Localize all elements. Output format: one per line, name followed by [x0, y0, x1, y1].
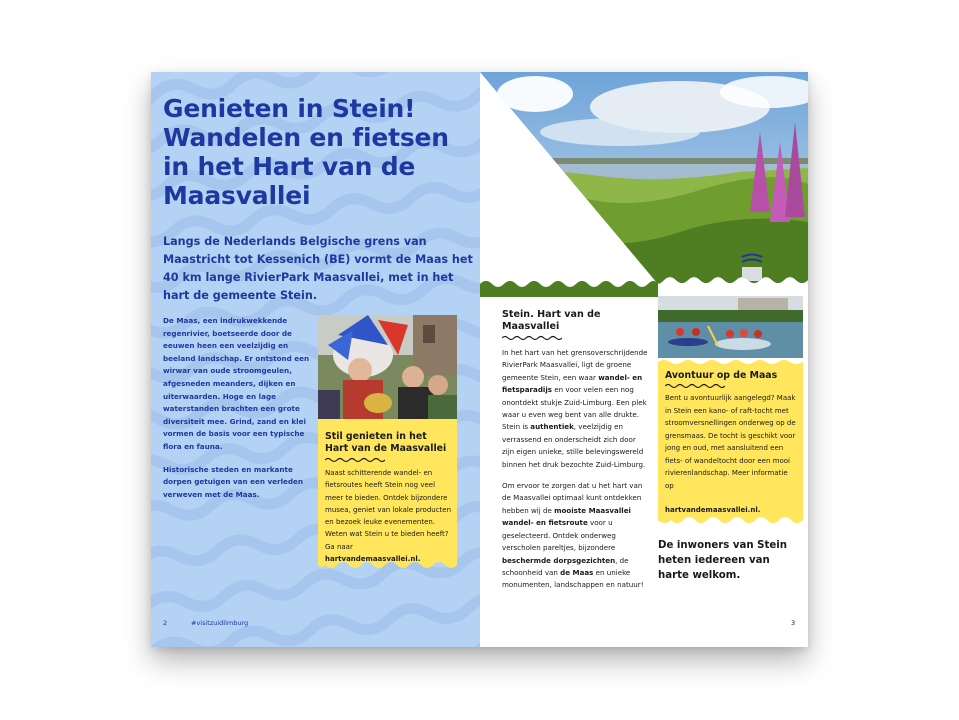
- box-text: Naast schitterende wandel- en fietsroutes heeft Stein nog veel meer te bieden. Ontdek bijzondere musea, geniet van lokale producten en bezoek leuke evenementen. Weten wat Stein u te bieden heeft? Ga naar: [325, 469, 452, 551]
- brochure-spread: [151, 72, 808, 647]
- box-text: Bent u avontuurlijk aangelegd? Maak in Stein een kano- of raft-tocht met stroomversnellingen onderweg op de grensmaas. De tocht is geschikt voor jong en oud, met aansluitend een fiets- of wandeltocht door een mooi rivierenlandschap. Meer informatie op: [665, 394, 796, 490]
- info-box-stil-genieten: [318, 419, 457, 571]
- section-title: Stein. Hart van de Maasvallei: [502, 309, 601, 332]
- body-text-left: [163, 315, 315, 511]
- squiggle-divider: [665, 383, 725, 389]
- page-title: Genieten in Stein! Wandelen en fietsen in het Hart van de Maasvallei: [163, 94, 449, 210]
- squiggle-divider: [325, 457, 385, 463]
- right-page: [480, 72, 808, 647]
- box-title: Avontuur op de Maas: [665, 370, 778, 381]
- text-run: Om ervoor te zorgen dat u het hart van de Maasvallei optimaal kunt ontdekken hebben wij de: [502, 481, 643, 515]
- text-run-bold: wandel- en fietsparadijs: [502, 372, 643, 395]
- body-paragraph: De Maas, een indrukwekkende regenrivier, boetseerde door de eeuwen heen een veelzijdig en beeland landschap. Er ontstond een wirwar van oude stroomgeulen, afgesneden meanders, dijken en uiterwaarden. Hoge en lage waterstanden brachten een grote diversiteit mee. Grind, zand en klei vormen de basis voor een typische flora en fauna.: [163, 316, 310, 451]
- main-column: [502, 309, 648, 601]
- text-run-bold: authentiek: [530, 422, 574, 432]
- box-title: Stil genieten in het Hart van de Maasvallei: [325, 431, 447, 454]
- text-run-bold: beschermde dorpsgezichten: [502, 555, 616, 565]
- body-paragraph: [502, 347, 648, 471]
- info-box-avontuur: [658, 358, 803, 526]
- squiggle-divider: [502, 335, 562, 341]
- intro-text: Langs de Nederlands Belgische grens van Maastricht tot Kessenich (BE) vormt de Maas het 40 km lange RivierPark Maasvallei, met in het hart de gemeente Stein.: [163, 235, 473, 302]
- box-link[interactable]: hartvandemaasvallei.nl.: [325, 555, 421, 563]
- text-run: , veelzijdig en verrassend en onderscheidt zich door zijn eigen unieke, stille belevingswereld binnen het druk bezochte Zuid-Limburg.: [502, 422, 646, 469]
- hashtag: #visitzuidlimburg: [191, 619, 249, 627]
- box-link[interactable]: hartvandemaasvallei.nl.: [665, 506, 761, 514]
- text-run: en unieke monumenten, landschappen en natuur!: [502, 567, 644, 590]
- text-run: , de schoonheid van: [502, 555, 629, 577]
- left-page: [151, 72, 480, 647]
- canoe-photo: [658, 296, 803, 358]
- text-run: voor u geselecteerd. Ontdek onderweg verscholen pareltjes, bijzondere: [502, 518, 616, 553]
- body-paragraph: Historische steden en markante dorpen getuigen van een verleden verweven met de Maas.: [163, 464, 304, 499]
- page-number: 2: [163, 619, 168, 627]
- page-number: 3: [791, 619, 796, 627]
- text-run: en voor velen een nog onontdekt stukje Zuid-Limburg. Een plek waar u even weg bent van alle drukte. Stein is: [502, 385, 647, 432]
- closing-statement: De inwoners van Stein heten iedereen van harte welkom.: [658, 540, 788, 581]
- festival-photo: [318, 315, 457, 419]
- text-run: In het hart van het grensoverschrijdende RivierPark Maasvallei, ligt de groene gemeente Stein, een waar: [502, 348, 648, 382]
- landscape-photo: [480, 72, 808, 297]
- text-run-bold: de Maas: [560, 567, 594, 577]
- text-run-bold: mooiste Maasvallei wandel- en fietsroute: [502, 505, 631, 528]
- body-paragraph: [502, 480, 648, 592]
